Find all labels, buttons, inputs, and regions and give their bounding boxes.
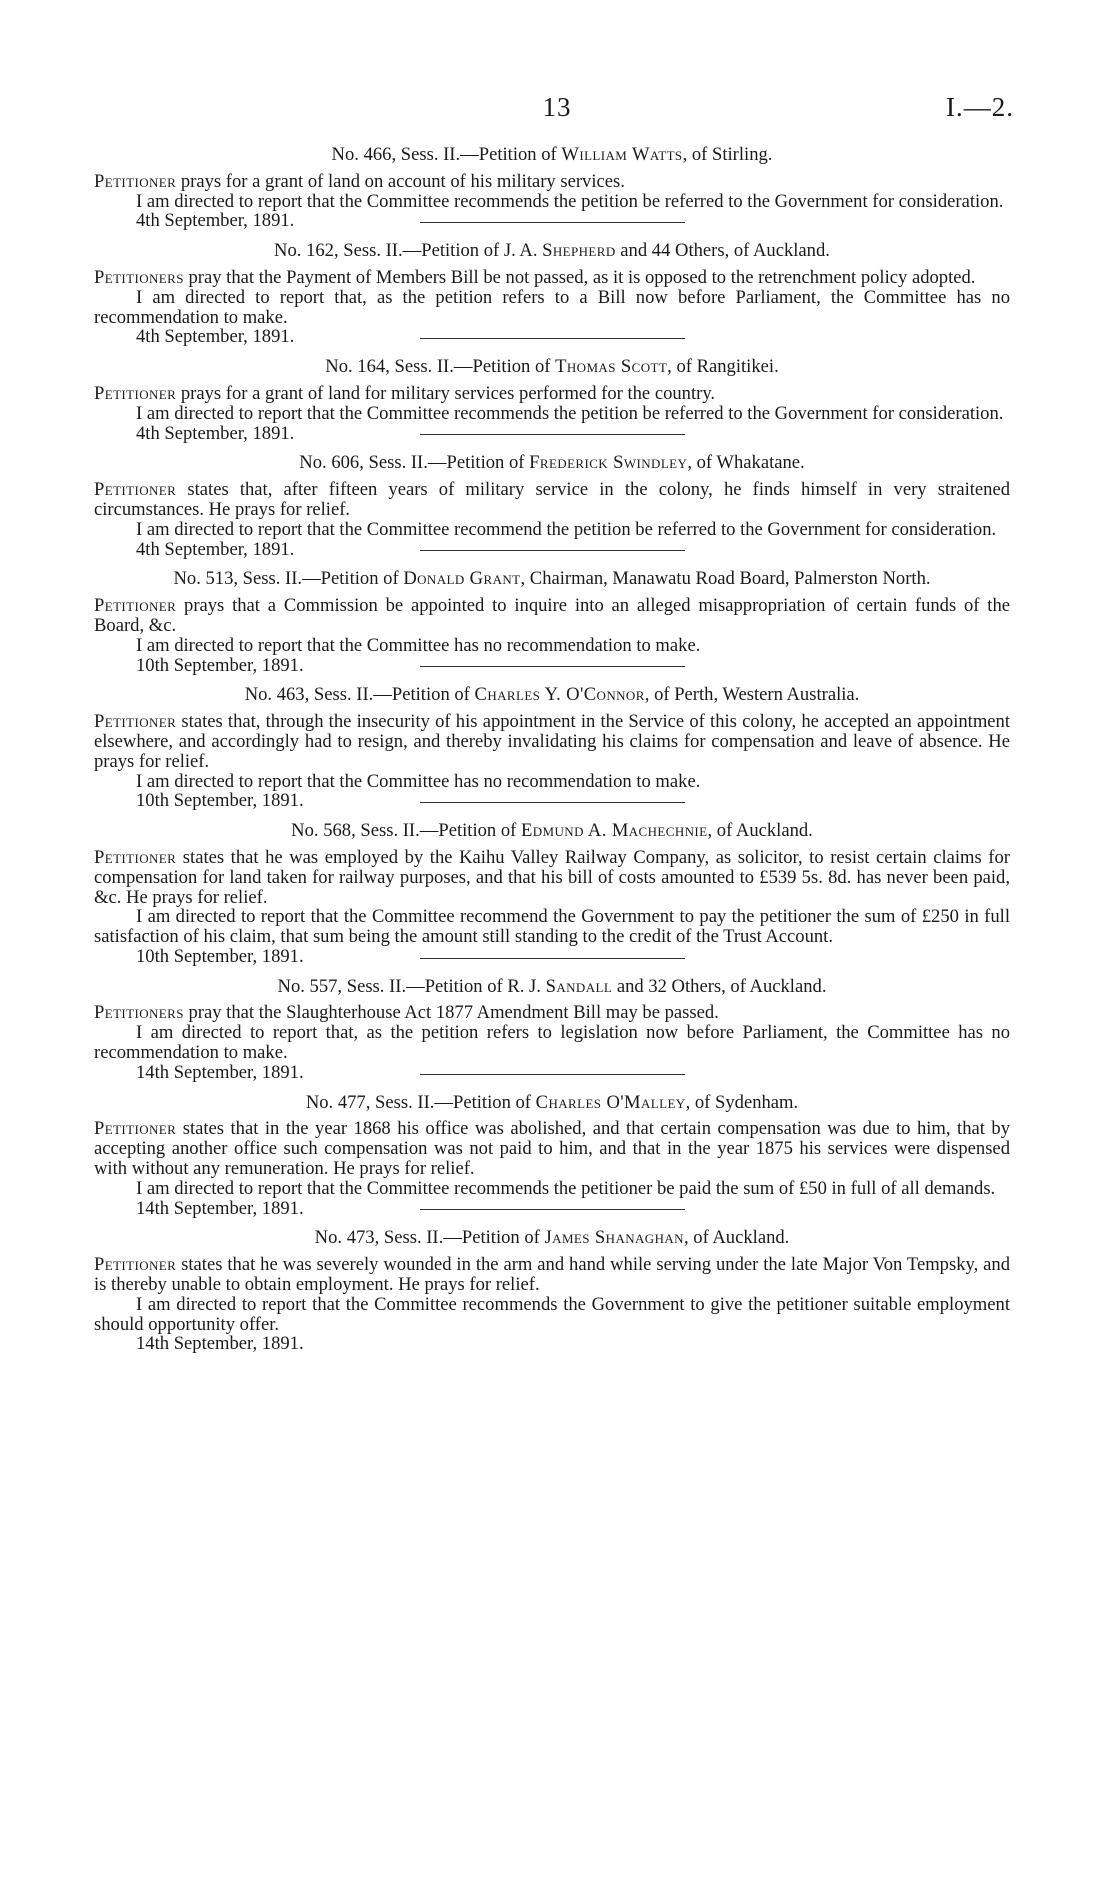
- divider-rule: [420, 550, 685, 551]
- petition-heading: No. 466, Sess. II.—Petition of William Watts, of Stirling.: [331, 144, 773, 165]
- page-number: 13: [542, 92, 572, 122]
- petition-date: 4th September, 1891.: [136, 538, 295, 560]
- petition-entry: [94, 975, 1010, 1083]
- petition-entry: [94, 452, 1010, 560]
- petitioner-name: Charles O'Malley: [535, 1091, 686, 1113]
- petition-body: Petitioner states that in the year 1868 his office was abolished, and that certain compensation was due to him, that by accepting another office such compensation was not paid to him, and that in the year 1875 his services were dispensed with without any remuneration. He prays for relief.: [94, 1118, 1010, 1180]
- divider-rule: [420, 338, 685, 339]
- petitioner-name: Charles Y. O'Connor: [474, 684, 645, 706]
- petition-entry: [94, 356, 1010, 444]
- petition-entry: [94, 240, 1010, 348]
- petitioner-name: Donald Grant: [403, 568, 521, 590]
- petitioner-name: James Shanaghan: [544, 1227, 684, 1249]
- petition-entry: [94, 684, 1010, 812]
- petition-body: Petitioner prays that a Commission be appointed to inquire into an alleged misappropriation of certain funds of the Board, &c.: [94, 595, 1010, 636]
- petitioner-name: William Watts: [561, 144, 683, 165]
- petitioner-name: Sandall: [545, 975, 613, 997]
- petition-recommendation: I am directed to report that the Committee recommends the petition be referred to the Government for consideration.: [136, 190, 1004, 212]
- petition-recommendation: I am directed to report that, as the petition refers to legislation now before Parliament, the Committee has no recommendation to make.: [94, 1022, 1010, 1064]
- divider-rule: [420, 1209, 685, 1210]
- petition-date: 4th September, 1891.: [136, 326, 295, 348]
- petition-recommendation: I am directed to report that the Committee recommends the petitioner be paid the sum of £50 in full of all demands.: [136, 1177, 996, 1199]
- divider-rule: [420, 802, 685, 803]
- petition-date: 4th September, 1891.: [136, 210, 295, 232]
- petition-heading: No. 473, Sess. II.—Petition of James Shanaghan, of Auckland.: [314, 1227, 790, 1249]
- petition-list: [94, 145, 1010, 1354]
- petition-date: 10th September, 1891.: [136, 945, 304, 967]
- petition-date: 14th September, 1891.: [136, 1333, 304, 1355]
- petition-entry: [94, 144, 1010, 232]
- petition-body: Petitioner states that he was employed by the Kaihu Valley Railway Company, as solicitor, to resist certain claims for compensation for land taken for railway purposes, and that his bill of costs amounted to £539 5s. 8d. has never been paid, &c. He prays for relief.: [94, 846, 1010, 908]
- petition-recommendation: I am directed to report that the Committee has no recommendation to make.: [136, 634, 701, 656]
- petitioner-name: Shepherd: [542, 240, 616, 262]
- petition-body: Petitioner prays for a grant of land for military services performed for the country.: [94, 382, 716, 404]
- petition-body: Petitioner prays for a grant of land on account of his military services.: [94, 170, 625, 192]
- petition-body: Petitioners pray that the Slaughterhouse Act 1877 Amendment Bill may be passed.: [94, 1002, 719, 1024]
- petition-date: 14th September, 1891.: [136, 1061, 304, 1083]
- petition-body: Petitioner states that he was severely wounded in the arm and hand while serving under the late Major Von Tempsky, and is thereby unable to obtain employment. He prays for relief.: [94, 1254, 1010, 1296]
- petition-heading: No. 463, Sess. II.—Petition of Charles Y. O'Connor, of Perth, Western Australia.: [244, 684, 860, 706]
- petition-heading: No. 513, Sess. II.—Petition of Donald Grant, Chairman, Manawatu Road Board, Palmerston North.: [173, 568, 931, 590]
- petition-recommendation: I am directed to report that, as the petition refers to a Bill now before Parliament, the Committee has no recommendation to make.: [94, 286, 1010, 328]
- petition-date: 4th September, 1891.: [136, 422, 295, 444]
- divider-rule: [420, 222, 685, 223]
- petition-date: 14th September, 1891.: [136, 1197, 304, 1219]
- petitioner-name: Thomas Scott: [555, 356, 668, 378]
- petitioner-name: Edmund A. Machechnie: [521, 820, 708, 842]
- petition-heading: No. 606, Sess. II.—Petition of Frederick Swindley, of Whakatane.: [299, 452, 805, 474]
- petition-heading: No. 477, Sess. II.—Petition of Charles O'Malley, of Sydenham.: [305, 1091, 799, 1113]
- petition-date: 10th September, 1891.: [136, 790, 304, 812]
- divider-rule: [420, 434, 685, 435]
- petition-entry: [94, 1228, 1010, 1354]
- divider-rule: [420, 958, 685, 959]
- petition-body: Petitioner states that, after fifteen years of military service in the colony, he finds himself in very straitened circumstances. He prays for relief.: [94, 479, 1010, 520]
- petition-heading: No. 557, Sess. II.—Petition of R. J. Sandall and 32 Others, of Auckland.: [277, 975, 827, 997]
- petition-recommendation: I am directed to report that the Committee recommends the petition be referred to the Government for consideration.: [136, 402, 1004, 424]
- petition-entry: [94, 568, 1010, 676]
- divider-rule: [420, 666, 685, 667]
- petition-body: Petitioners pray that the Payment of Members Bill be not passed, as it is opposed to the retrenchment policy adopted.: [94, 266, 976, 288]
- petition-heading: No. 164, Sess. II.—Petition of Thomas Scott, of Rangitikei.: [325, 356, 779, 378]
- petition-entry: [94, 1091, 1010, 1219]
- petition-date: 10th September, 1891.: [136, 654, 304, 676]
- petition-recommendation: I am directed to report that the Committee recommend the petition be referred to the Government for consideration.: [136, 518, 997, 540]
- petition-recommendation: I am directed to report that the Committee recommends the Government to give the petitioner suitable employment should opportunity offer.: [94, 1293, 1010, 1335]
- paper-code: I.—2.: [946, 92, 1014, 122]
- divider-rule: [420, 1074, 685, 1075]
- petition-heading: No. 162, Sess. II.—Petition of J. A. Shepherd and 44 Others, of Auckland.: [274, 240, 830, 262]
- petition-heading: No. 568, Sess. II.—Petition of Edmund A. Machechnie, of Auckland.: [291, 820, 813, 842]
- petition-recommendation: I am directed to report that the Committee has no recommendation to make.: [136, 770, 701, 792]
- petitioner-name: Frederick Swindley: [529, 452, 688, 474]
- petition-recommendation: I am directed to report that the Committee recommend the Government to pay the petitioner the sum of £250 in full satisfaction of his claim, that sum being the amount still standing to the credit of the Trust Account.: [94, 906, 1010, 948]
- petition-entry: [94, 820, 1010, 967]
- petition-body: Petitioner states that, through the insecurity of his appointment in the Service of this colony, he accepted an appointment elsewhere, and accordingly had to resign, and thereby invalidating his claims for compensation and leave of absence. He prays for relief.: [94, 711, 1010, 772]
